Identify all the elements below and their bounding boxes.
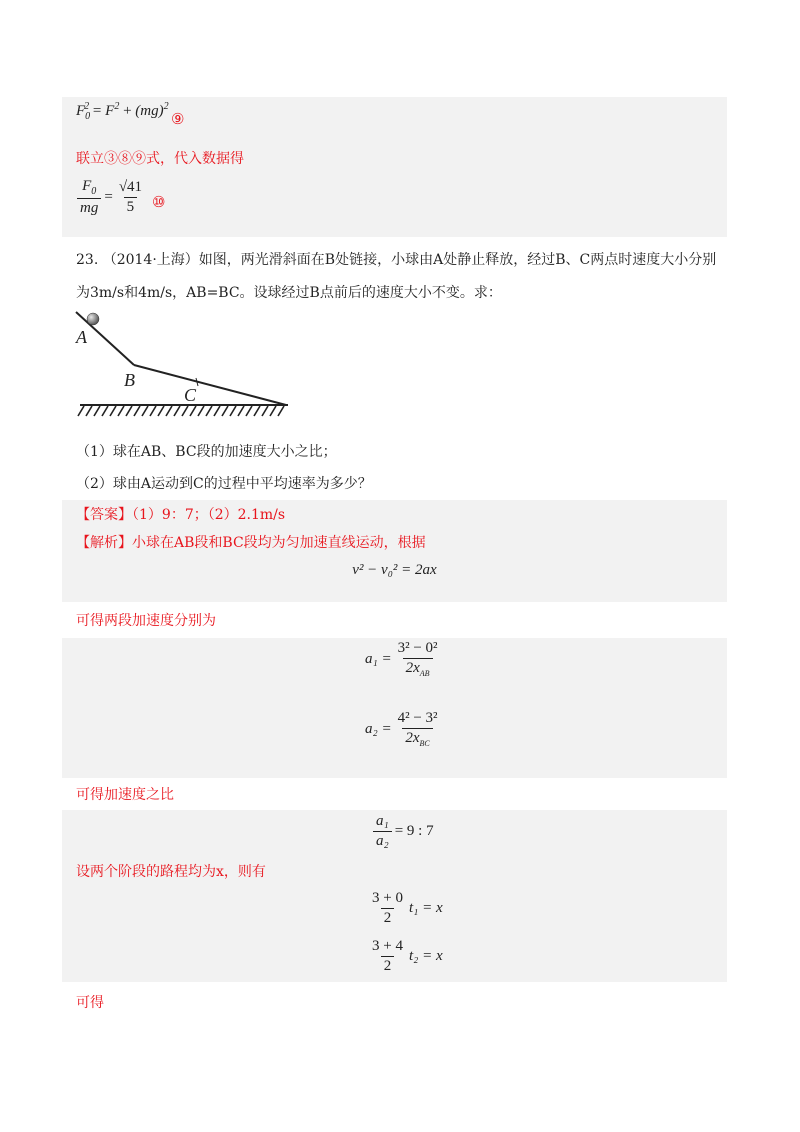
label-c: C [184,385,197,405]
label-b: B [124,370,135,390]
equation-marker-10: ⑩ [152,195,166,211]
equation-10: $\frac{F_0}{mg}$ = $\frac{√41}{5}$ ⑩ [74,178,166,217]
analysis-line [76,533,426,553]
analysis-text: 小球在AB段和BC段均为匀加速直线运动，根据 [132,535,426,551]
dist-intro: 设两个阶段的路程均为x，则有 [76,864,266,880]
incline-figure [74,310,294,420]
combine-text: 联立③⑧⑨式，代入数据得 [76,151,244,167]
question-2: （2）球由A运动到C的过程中平均速率为多少？ [76,476,372,492]
answer-tag: 【答案】 [76,507,132,523]
main-equation: v² − v₀² = 2ax [352,562,437,578]
incline-bc-line [134,365,286,405]
answer-line [76,505,285,525]
label-a: A [76,327,87,347]
t1-equation: $\frac{3 + 0}{2}$ t₁ = x [372,890,443,926]
a1-equation: a₁ = $\frac{\text{3² − 0²}}{2x_{AB}}$ [365,640,438,678]
equation-9: $F_0^2 = F^2 + (mg)^2$ [76,101,169,122]
ratio-equation: $\frac{\text{a₁}}{\text{a₂}}$ = 9 : 7 [370,813,434,850]
a2-equation: a₂ = $\frac{\text{4² − 3²}}{2x_{BC}}$ [365,710,438,748]
problem-line-2: 为3m/s和4m/s，AB=BC。设球经过B点前后的速度大小不变。求： [76,285,502,301]
accel-intro: 可得两段加速度分别为 [76,613,216,629]
final-intro: 可得 [76,995,104,1011]
ground-hatching [78,406,284,416]
question-1: （1）球在AB、BC段的加速度大小之比； [76,444,337,460]
ball [87,313,99,325]
analysis-tag: 【解析】 [76,535,132,551]
answer-text: （1）9：7；（2）2.1m/s [132,507,286,523]
t2-equation: $\frac{3 + 4}{2}$ t₂ = x [372,938,443,974]
equation-marker-9: ⑨ [171,110,185,128]
problem-line-1: 23. （2014·上海）如图，两光滑斜面在B处链接，小球由A处静止释放，经过B、C两点时速度大小分别 [76,252,717,268]
ratio-intro: 可得加速度之比 [76,787,174,803]
